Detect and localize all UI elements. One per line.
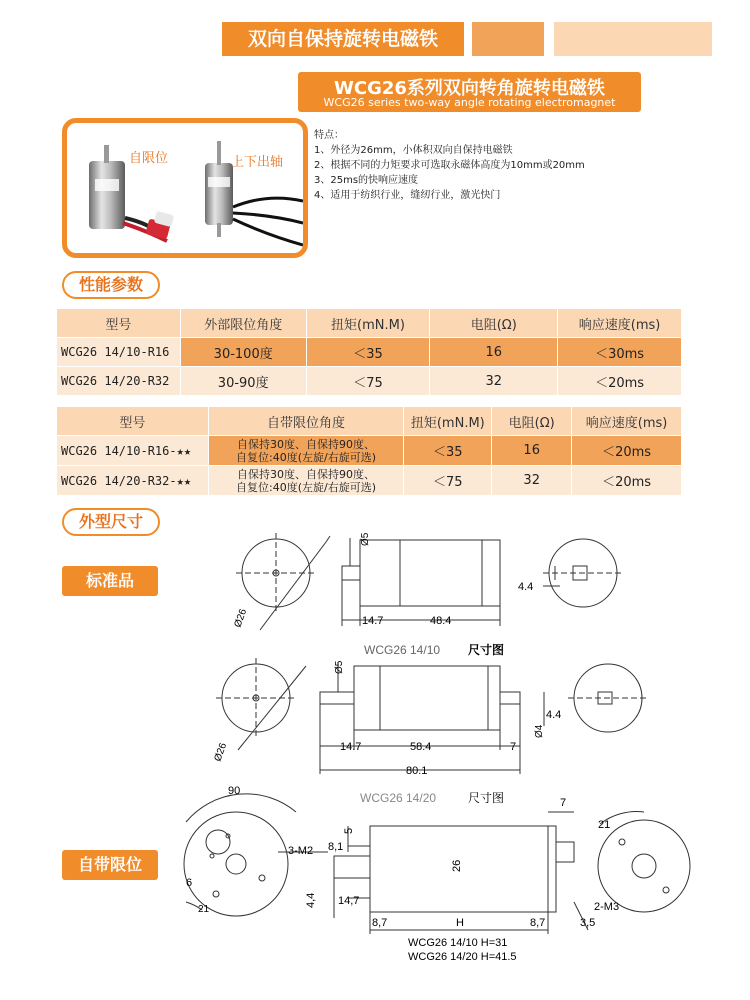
cell-torque: ＜35 (404, 436, 492, 466)
dim-44: 4,4 (305, 892, 317, 908)
cell-response: ＜20ms (572, 466, 682, 496)
table-header-row (57, 309, 682, 338)
dim-87-right: 8,7 (530, 917, 546, 929)
dim-flat: 4.4 (546, 709, 562, 721)
header-accent-block (472, 22, 544, 56)
th-limit-angle: 自带限位角度 (208, 407, 404, 436)
section-dimensions: 外型尺寸 (62, 508, 160, 536)
cell-resistance: 16 (430, 338, 558, 367)
cell-angle-line1: 自保持30度、自保持90度、 (237, 437, 376, 451)
feature-item: 1、外径为26mm，小体积双向自保持电磁铁 (314, 145, 513, 156)
cell-model: WCG26 14/20-R32 (57, 367, 181, 396)
series-subtitle: WCG26 series two-way angle rotating electromagnet (323, 96, 616, 109)
label-self-limit: 自带限位 (62, 850, 158, 880)
th-model: 型号 (57, 309, 181, 338)
table-row (57, 466, 682, 496)
feature-item: 4、适用于纺织行业，缝纫行业，激光快门 (314, 190, 501, 201)
arc-90 (186, 794, 296, 822)
drawing-caption-model: WCG26 14/20 (360, 791, 437, 805)
th-torque: 扭矩(mN.M) (306, 309, 430, 338)
cell-response: ＜20ms (572, 436, 682, 466)
th-response: 响应速度(ms) (572, 407, 682, 436)
cell-response: ＜20ms (558, 367, 682, 396)
series-title: WCG26系列双向转角旋转电磁铁 (334, 78, 605, 99)
motor-body-right (205, 163, 233, 225)
cell-model: WCG26 14/10-R16 (57, 338, 181, 367)
dim-shaft4: Ø4 (534, 724, 545, 738)
dim-shaft-dia: Ø5 (360, 532, 371, 546)
th-torque: 扭矩(mN.M) (404, 407, 492, 436)
dim-21: 21 (198, 904, 210, 915)
cell-resistance: 32 (430, 367, 558, 396)
cell-angle: 30-100度 (180, 338, 306, 367)
dim-body-len: 58.4 (410, 741, 432, 753)
feature-item: 2、根据不同的力矩要求可选取永磁体高度为10mm或20mm (314, 160, 585, 171)
dim-body-dia: Ø26 (212, 741, 230, 764)
end-view-left (184, 812, 288, 916)
dim-shaft-dia: Ø5 (334, 660, 345, 674)
cell-model: WCG26 14/20-R32-★★ (57, 466, 209, 496)
photo-label-self-limit: 自限位 (129, 151, 169, 166)
cell-resistance: 16 (492, 436, 572, 466)
label-standard: 标准品 (62, 566, 158, 596)
dim-right-len: 7 (510, 741, 517, 753)
end-view-right (598, 820, 690, 912)
table-row (57, 338, 682, 367)
header-light-block (554, 22, 712, 56)
cell-torque: ＜75 (306, 367, 430, 396)
th-resistance: 电阻(Ω) (430, 309, 558, 338)
cell-torque: ＜75 (404, 466, 492, 496)
page-header-title: 双向自保持旋转电磁铁 (222, 22, 464, 56)
dim-body-dia: Ø26 (232, 607, 250, 630)
th-response: 响应速度(ms) (558, 309, 682, 338)
dim-total-len: 80.1 (406, 765, 428, 777)
section-performance: 性能参数 (62, 271, 160, 299)
th-model: 型号 (57, 407, 209, 436)
drawing-wcg26-14-10 (230, 520, 730, 660)
note-h-14-20: WCG26 14/20 H=41.5 (408, 951, 517, 963)
dim-35: 3,5 (580, 917, 596, 929)
cell-angle-line2: 自复位:40度(左旋/右旋可选) (236, 450, 377, 464)
dim-arc-90: 90 (228, 785, 241, 797)
dim-body-len: 48.4 (430, 615, 452, 627)
dim-6: 6 (186, 877, 193, 889)
th-resistance: 电阻(Ω) (492, 407, 572, 436)
dim-147: 14,7 (338, 895, 360, 907)
cell-angle (208, 466, 404, 496)
dim-m3: 2-M3 (594, 901, 620, 913)
product-photo-illustration (67, 123, 303, 253)
drawing-caption-suffix: 尺寸图 (468, 643, 505, 657)
features-list (314, 128, 734, 203)
cell-torque: ＜35 (306, 338, 430, 367)
dim-left-len: 14.7 (340, 741, 362, 753)
th-limit-angle: 外部限位角度 (180, 309, 306, 338)
table-header-row (57, 407, 682, 436)
cell-angle: 30-90度 (180, 367, 306, 396)
perf-table-internal-limit (56, 406, 682, 496)
dim-m2: 3-M2 (288, 845, 314, 857)
dim-26: 26 (451, 859, 463, 872)
dim-21-right: 21 (598, 819, 611, 831)
dim-87-left: 8,7 (372, 917, 388, 929)
drawing-self-limit (168, 782, 728, 972)
product-photo (62, 118, 308, 258)
dim-5: 5 (343, 827, 355, 834)
drawing-caption-model: WCG26 14/10 (364, 643, 441, 657)
cell-response: ＜30ms (558, 338, 682, 367)
cell-angle-line1: 自保持30度、自保持90度、 (237, 467, 376, 481)
features-heading: 特点： (314, 130, 344, 141)
dim-7: 7 (560, 797, 567, 809)
cell-angle-line2: 自复位:40度(左旋/右旋可选) (236, 480, 377, 494)
photo-label-dual-shaft: 上下出轴 (231, 155, 284, 170)
perf-table-external-limit (56, 308, 682, 396)
series-title-banner (298, 72, 641, 112)
dim-left-len: 14.7 (362, 615, 384, 627)
dim-flat: 4.4 (518, 581, 534, 593)
motor-body-left (89, 161, 125, 229)
dim-81: 8,1 (328, 841, 344, 853)
table-row (57, 367, 682, 396)
drawing-caption-suffix: 尺寸图 (468, 791, 505, 805)
dim-H: H (456, 917, 464, 929)
cell-model: WCG26 14/10-R16-★★ (57, 436, 209, 466)
cell-angle (208, 436, 404, 466)
table-row (57, 436, 682, 466)
note-h-14-10: WCG26 14/10 H=31 (408, 937, 508, 949)
cell-resistance: 32 (492, 466, 572, 496)
feature-item: 3、25ms的快响应速度 (314, 175, 419, 186)
